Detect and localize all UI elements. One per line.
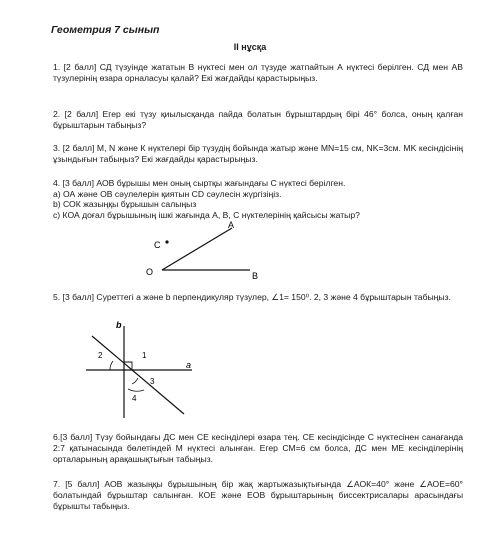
transversal-line [92,336,184,414]
problem-4-part-b: b) СОК жазыңқы бұрышын салыңыз [53,199,197,210]
problem-5: 5. [3 балл] Суреттегі a және b перпендикуляр түзулер, ∠1= 150⁰. 2, 3 және 4 бұрыштарын табыңыз. [53,292,451,302]
figure-angle-aob [140,220,280,282]
label-o: O [146,267,154,277]
label-c: C [154,240,161,250]
problem-4-part-a: а) ОА және ОВ сәулелерін қиятын СD сәулесін жүргізіңіз. [53,188,282,199]
point-c [165,240,168,243]
angle-arc-2 [110,361,113,370]
label-angle-1: 1 [142,351,147,360]
label-b: B [252,271,259,281]
problem-4-intro: 4. [3 балл] АОВ бұрышы мен оның сыртқы жағындағы С нүктесі берілген. [53,178,346,188]
problem-3: 3. [2 балл] M, N және К нүктелері бір түзудің бойында жатыр және MN=15 см, NK=3см. MK кесіндісінің ұзындығын табыңыз? Екі жағдайды қарастырыңыз. [53,143,463,164]
label-angle-4: 4 [132,394,137,403]
label-a: A [228,220,235,230]
problem-4 [53,178,463,220]
figure-perpendicular-lines [80,318,200,423]
page-title: Геометрия 7 сынып [51,24,160,36]
label-b: b [116,320,122,330]
label-angle-3: 3 [150,377,155,386]
problem-7: 7. [5 балл] АОВ жазыңқы бұрышының бір жақ жартыжазықтығында ∠АОК=40° және ∠АОЕ=60° болатындай бұрыштар салынған. КОЕ және ЕОВ бұрыштарының биссектрисалары арасындағы бұрышты табыңыз. [53,479,463,511]
angle-arc-4 [128,389,144,391]
label-angle-2: 2 [98,351,103,360]
problem-2: 2. [2 балл] Егер екі түзу қиылысқанда пайда болатын бұрыштардың бірі 46° болса, оның қалған бұрыштарын табыңыз? [53,109,463,130]
problem-1: 1. [2 балл] СД түзуінде жататын В нүктесі мен ол түзуде жатпайтын А нүктесі берілген. СД мен АВ түзулерінің өзара орналасуы қалай? Екі жағдайды қарастырыңыз. [53,62,463,83]
problem-4-part-c: с) КОА доғал бұрышының ішкі жағында А, В, С нүктелерінің қайсысы жатыр? [53,209,360,220]
variant-heading: ІІ нұсқа [233,42,267,52]
label-a: a [186,360,192,370]
ray-oa [162,228,232,270]
angle-arc-3 [132,378,138,384]
problem-6: 6.[3 балл] Түзу бойындағы ДС мен СЕ кесінділері өзара тең. СЕ кесіндісінде С нүктесінен санағанда 2:7 қатынасында бөлетіндей М нүктесі алынған. Егер СМ=6 см болса, ДС мен МЕ кесінділерінің орталарының арақашықтығын табыңыз. [53,432,463,464]
